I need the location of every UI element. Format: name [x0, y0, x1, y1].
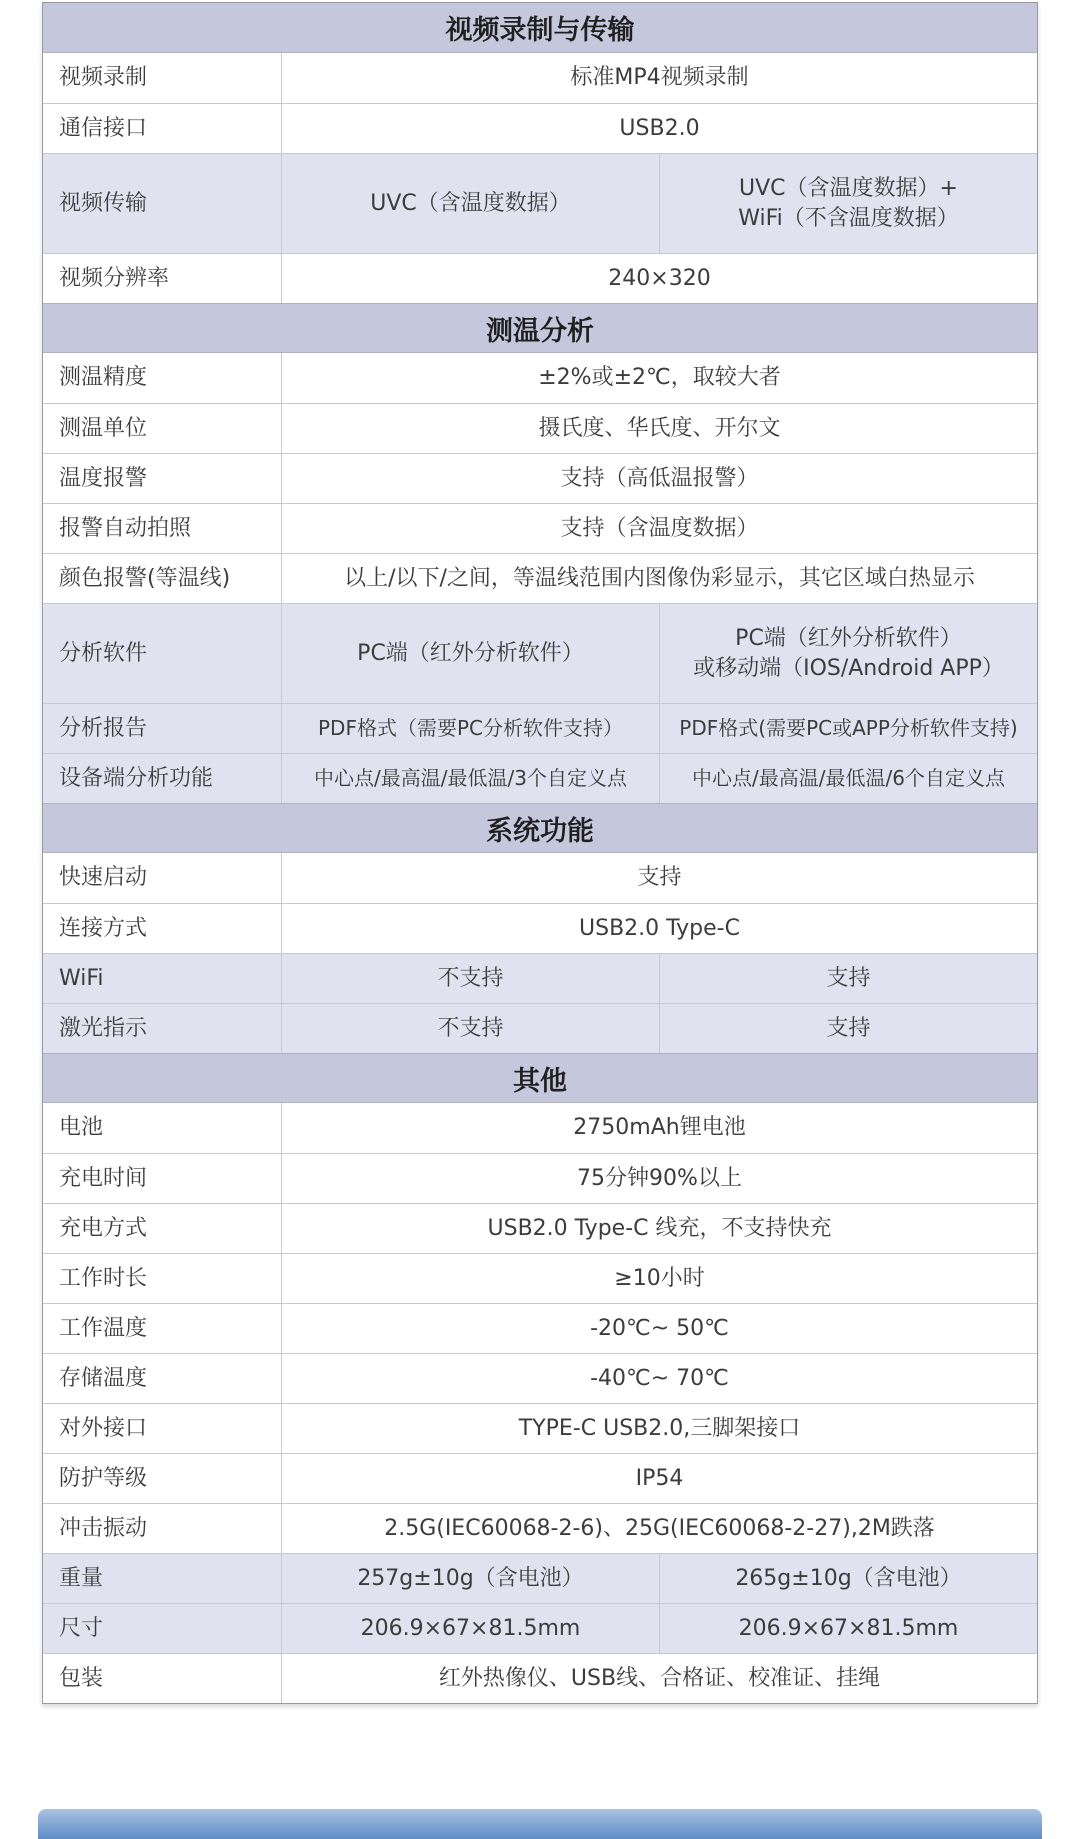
spec-value-model-b: 中心点/最高温/最低温/6个自定义点 — [659, 754, 1037, 803]
table-row — [43, 1403, 1037, 1453]
spec-value-model-a: PC端（红外分析软件） — [357, 640, 584, 666]
table-row — [43, 253, 1037, 303]
table-row — [43, 553, 1037, 603]
spec-value-model-a: 不支持 — [437, 965, 504, 991]
spec-label: 尺寸 — [43, 1604, 282, 1653]
table-row — [43, 853, 1037, 903]
table-row — [43, 903, 1037, 953]
spec-label: 工作温度 — [43, 1304, 282, 1353]
section-header-other — [43, 1053, 1037, 1103]
spec-value: 标准MP4视频录制 — [570, 65, 749, 91]
spec-label: 电池 — [43, 1103, 282, 1153]
table-row — [43, 1353, 1037, 1403]
table-row — [43, 103, 1037, 153]
table-row — [43, 703, 1037, 753]
section-header-system — [43, 803, 1037, 853]
spec-value-line: UVC（含温度数据）+ — [739, 175, 958, 201]
spec-label: 存储温度 — [43, 1354, 282, 1403]
bottom-decor-bar — [38, 1809, 1042, 1839]
spec-label: 防护等级 — [43, 1454, 282, 1503]
spec-value-model-a: 中心点/最高温/最低温/3个自定义点 — [314, 766, 627, 790]
spec-label: 颜色报警(等温线) — [43, 554, 282, 603]
spec-value: 支持 — [637, 865, 682, 891]
table-row — [43, 503, 1037, 553]
spec-value: ≥10小时 — [614, 1265, 705, 1291]
table-row — [43, 603, 1037, 703]
spec-value-model-a: 不支持 — [437, 1015, 504, 1041]
table-row — [43, 1303, 1037, 1353]
table-row — [43, 1653, 1037, 1703]
spec-value: ±2%或±2℃，取较大者 — [538, 365, 781, 391]
table-row — [43, 453, 1037, 503]
spec-label: 对外接口 — [43, 1404, 282, 1453]
spec-label: 设备端分析功能 — [43, 754, 282, 803]
table-row — [43, 1003, 1037, 1053]
spec-value: USB2.0 Type-C 线充，不支持快充 — [487, 1215, 832, 1241]
spec-value-model-b: 206.9×67×81.5mm — [659, 1604, 1037, 1653]
spec-value: TYPE-C USB2.0,三脚架接口 — [518, 1415, 801, 1441]
table-row — [43, 1203, 1037, 1253]
spec-label: 激光指示 — [43, 1004, 282, 1053]
spec-value-line: 或移动端（IOS/Android APP） — [693, 655, 1004, 681]
spec-value-model-a: UVC（含温度数据） — [370, 190, 571, 216]
spec-value: 2.5G(IEC60068-2-6)、25G(IEC60068-2-27),2M跌落 — [384, 1515, 935, 1541]
table-row — [43, 1553, 1037, 1603]
spec-label: 视频传输 — [43, 154, 282, 253]
table-row — [43, 753, 1037, 803]
table-row — [43, 53, 1037, 103]
spec-value-line: WiFi（不含温度数据） — [738, 205, 959, 231]
spec-value-model-a: 257g±10g（含电池） — [357, 1565, 584, 1591]
section-header-video — [43, 3, 1037, 53]
spec-value-model-b — [659, 154, 1037, 253]
table-row — [43, 1503, 1037, 1553]
spec-label: 测温精度 — [43, 353, 282, 403]
spec-value-model-b: 支持 — [659, 1004, 1037, 1053]
table-row — [43, 1453, 1037, 1503]
spec-value-line: PC端（红外分析软件） — [735, 625, 962, 651]
spec-value: -20℃~ 50℃ — [590, 1315, 729, 1341]
table-row — [43, 1253, 1037, 1303]
spec-value-model-b: PDF格式(需要PC或APP分析软件支持) — [659, 704, 1037, 753]
spec-label: 包装 — [43, 1654, 282, 1703]
spec-value: IP54 — [635, 1465, 684, 1491]
spec-label: 通信接口 — [43, 104, 282, 153]
spec-label: 分析报告 — [43, 704, 282, 753]
spec-value-model-a: PDF格式（需要PC分析软件支持） — [318, 716, 623, 740]
table-row — [43, 1603, 1037, 1653]
section-title: 视频录制与传输 — [445, 15, 635, 46]
section-title: 其他 — [513, 1065, 567, 1097]
spec-value: 支持（含温度数据） — [560, 515, 759, 541]
table-row — [43, 353, 1037, 403]
spec-label: 工作时长 — [43, 1254, 282, 1303]
table-row — [43, 153, 1037, 253]
table-row — [43, 403, 1037, 453]
spec-label: 重量 — [43, 1554, 282, 1603]
spec-label: 充电方式 — [43, 1204, 282, 1253]
spec-label: 测温单位 — [43, 404, 282, 453]
section-title: 系统功能 — [486, 815, 594, 847]
spec-table — [42, 2, 1038, 1704]
spec-label: 连接方式 — [43, 904, 282, 953]
spec-value: 240×320 — [608, 265, 711, 291]
spec-label: WiFi — [43, 954, 282, 1003]
spec-value: -40℃~ 70℃ — [590, 1365, 729, 1391]
spec-label: 冲击振动 — [43, 1504, 282, 1553]
table-row — [43, 1103, 1037, 1153]
spec-value: 以上/以下/之间，等温线范围内图像伪彩显示，其它区域白热显示 — [344, 565, 975, 591]
spec-value: 2750mAh锂电池 — [573, 1115, 746, 1141]
spec-value: 75分钟90%以上 — [577, 1165, 742, 1191]
spec-label: 快速启动 — [43, 853, 282, 903]
spec-label: 温度报警 — [43, 454, 282, 503]
spec-value: 红外热像仪、USB线、合格证、校准证、挂绳 — [438, 1665, 881, 1691]
spec-value: USB2.0 — [619, 115, 700, 141]
spec-value-model-a: 206.9×67×81.5mm — [360, 1615, 581, 1641]
section-header-thermometry — [43, 303, 1037, 353]
spec-value-model-b: 265g±10g（含电池） — [659, 1554, 1037, 1603]
spec-value-model-b — [659, 604, 1037, 703]
spec-value: 摄氏度、华氏度、开尔文 — [538, 415, 781, 441]
spec-label: 视频分辨率 — [43, 254, 282, 303]
spec-value: 支持（高低温报警） — [560, 465, 759, 491]
spec-value: USB2.0 Type-C — [579, 915, 740, 941]
spec-label: 视频录制 — [43, 53, 282, 103]
table-row — [43, 1153, 1037, 1203]
table-row — [43, 953, 1037, 1003]
spec-label: 报警自动拍照 — [43, 504, 282, 553]
section-title: 测温分析 — [486, 315, 594, 347]
spec-label: 充电时间 — [43, 1154, 282, 1203]
spec-value-model-b: 支持 — [659, 954, 1037, 1003]
spec-label: 分析软件 — [43, 604, 282, 703]
